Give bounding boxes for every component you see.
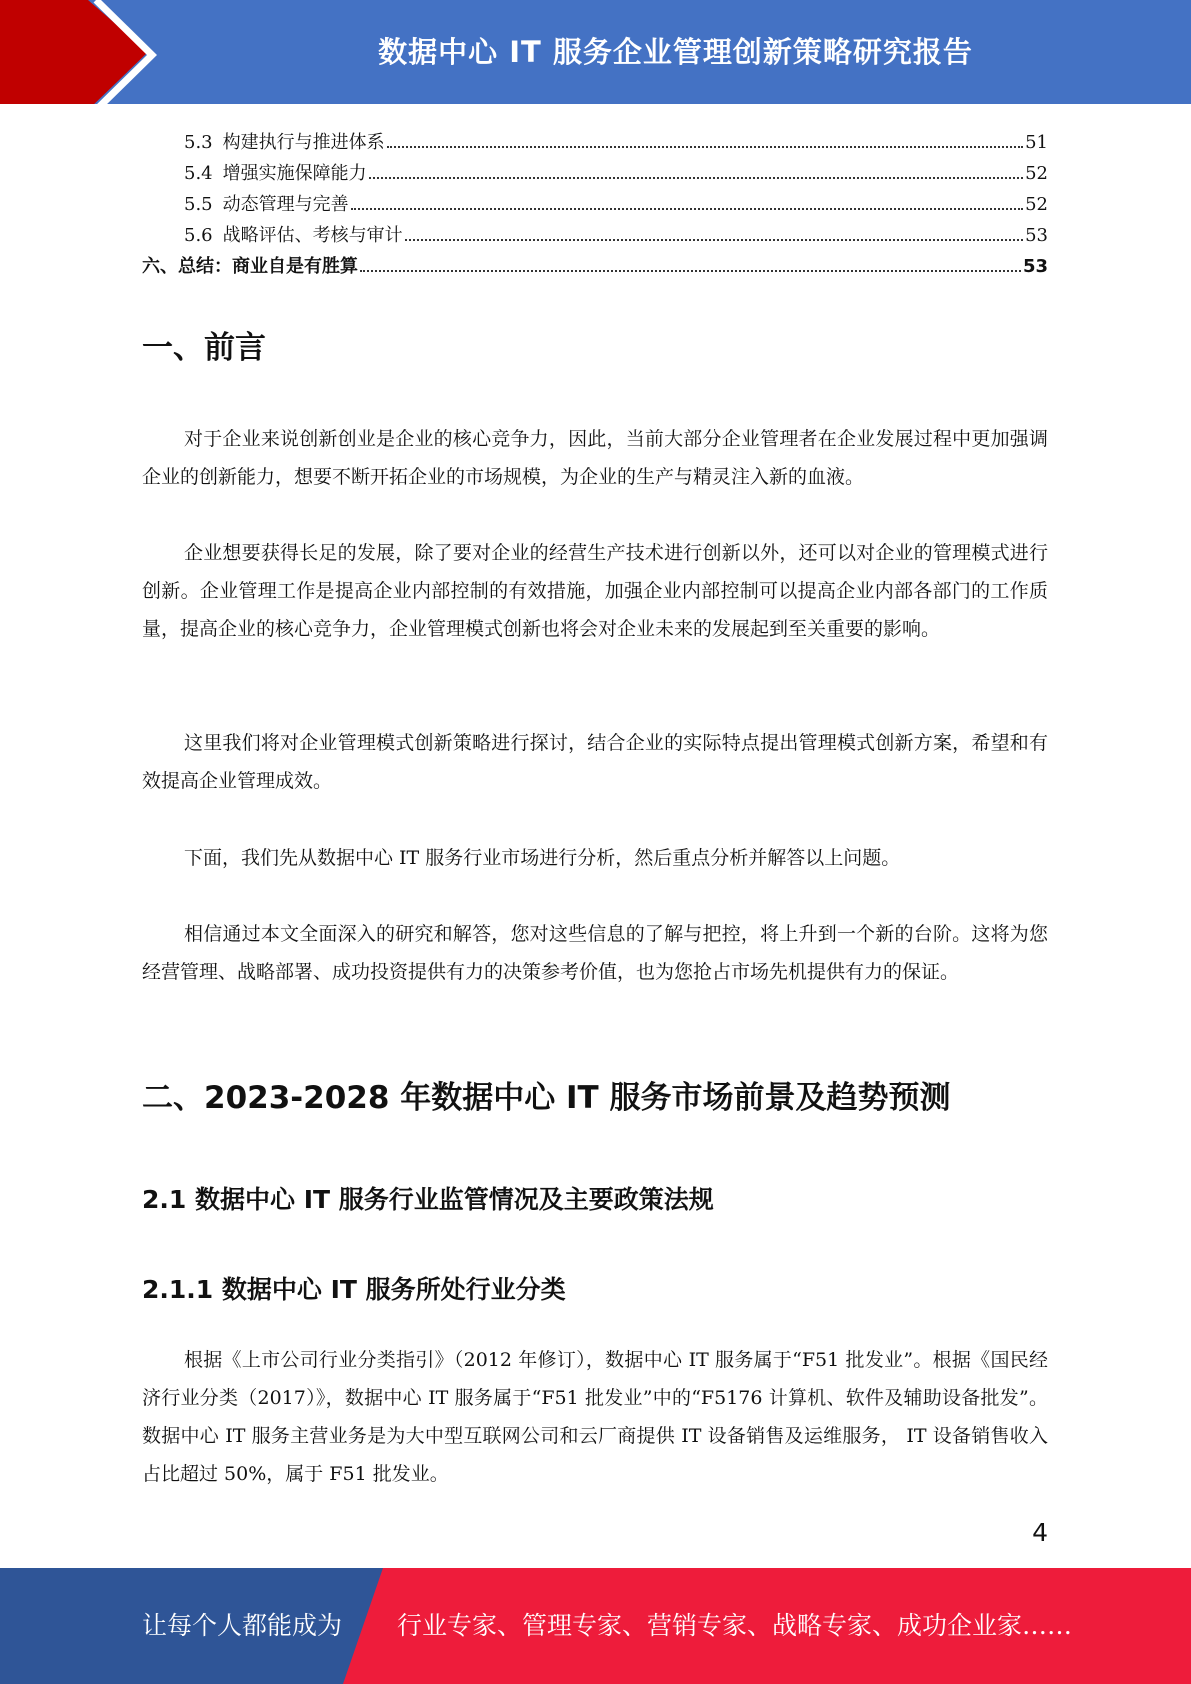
toc-entry-number: 5.5 — [184, 194, 213, 215]
page-header — [0, 0, 1191, 110]
toc-entry-text: 六、总结：商业自是有胜算 — [142, 256, 358, 277]
toc-entry-text: 增强实施保障能力 — [222, 163, 367, 184]
preface-paragraph-3: 这里我们将对企业管理模式创新策略进行探讨，结合企业的实际特点提出管理模式创新方案，希望和有效提高企业管理成效。 — [142, 732, 1048, 792]
preface-paragraph-2: 企业想要获得长足的发展，除了要对企业的经营生产技术进行创新以外，还可以对企业的管理模式进行创新。企业管理工作是提高企业内部控制的有效措施，加强企业内部控制可以提高企业内部各部门的工作质量，提高企业的核心竞争力，企业管理模式创新也将会对企业未来的发展起到至关重要的影响。 — [142, 542, 1048, 640]
toc-entry-5-4[interactable] — [142, 159, 1048, 190]
toc-entry-page: 52 — [1025, 163, 1048, 184]
section-2-1-1-paragraph: 根据《上市公司行业分类指引》（2012 年修订），数据中心 IT 服务属于“F51 批发业”。根据《国民经济行业分类（2017）》，数据中心 IT 服务属于“F51 批发业”中的“F5176 计算机、软件及辅助设备批发”。数据中心 IT 服务主营业务是为大中型互联网公司和云厂商提供 IT 设备销售及运维服务， IT 设备销售收入占比超过 50%，属于 F51 批发业。 — [142, 1349, 1048, 1485]
page-number: 4 — [1032, 1518, 1048, 1547]
footer-slogan-left: 让每个人都能成为 — [142, 1611, 343, 1640]
toc-leader-dots — [369, 177, 1023, 179]
preface-heading: 一、前言 — [142, 330, 266, 366]
toc-entry-page: 52 — [1025, 194, 1048, 215]
toc-entry-number: 5.3 — [184, 132, 213, 153]
toc-entry-5-5[interactable] — [142, 190, 1048, 221]
toc-leader-dots — [351, 208, 1023, 210]
toc-entry-page: 53 — [1022, 256, 1048, 277]
toc-entry-page: 51 — [1025, 132, 1048, 153]
section-2-1-1-heading: 2.1.1 数据中心 IT 服务所处行业分类 — [142, 1275, 566, 1304]
toc-leader-dots — [387, 146, 1023, 148]
toc-entry-number: 5.4 — [184, 163, 213, 184]
table-of-contents — [142, 128, 1048, 283]
toc-leader-dots — [360, 270, 1021, 272]
toc-entry-page: 53 — [1025, 225, 1048, 246]
footer-slogan-right: 行业专家、管理专家、营销专家、战略专家、成功企业家…… — [397, 1611, 1073, 1640]
toc-entry-text: 战略评估、考核与审计 — [222, 225, 403, 246]
toc-entry-number: 5.6 — [184, 225, 213, 246]
toc-entry-text: 动态管理与完善 — [222, 194, 349, 215]
toc-entry-text: 构建执行与推进体系 — [222, 132, 385, 153]
toc-entry-chapter-6[interactable] — [142, 252, 1048, 283]
toc-leader-dots — [405, 239, 1023, 241]
chapter-2-heading: 二、2023-2028 年数据中心 IT 服务市场前景及趋势预测 — [142, 1080, 951, 1116]
preface-paragraph-1: 对于企业来说创新创业是企业的核心竞争力，因此，当前大部分企业管理者在企业发展过程中更加强调企业的创新能力，想要不断开拓企业的市场规模，为企业的生产与精灵注入新的血液。 — [142, 428, 1048, 488]
page-footer — [0, 1568, 1191, 1684]
preface-paragraph-4: 下面，我们先从数据中心 IT 服务行业市场进行分析，然后重点分析并解答以上问题。 — [184, 847, 901, 869]
toc-entry-5-3[interactable] — [142, 128, 1048, 159]
preface-paragraph-5: 相信通过本文全面深入的研究和解答，您对这些信息的了解与把控，将上升到一个新的台阶。这将为您经营管理、战略部署、成功投资提供有力的决策参考价值，也为您抢占市场先机提供有力的保证。 — [142, 923, 1048, 983]
toc-entry-5-6[interactable] — [142, 221, 1048, 252]
header-title: 数据中心 IT 服务企业管理创新策略研究报告 — [378, 35, 973, 69]
section-2-1-heading: 2.1 数据中心 IT 服务行业监管情况及主要政策法规 — [142, 1185, 714, 1214]
